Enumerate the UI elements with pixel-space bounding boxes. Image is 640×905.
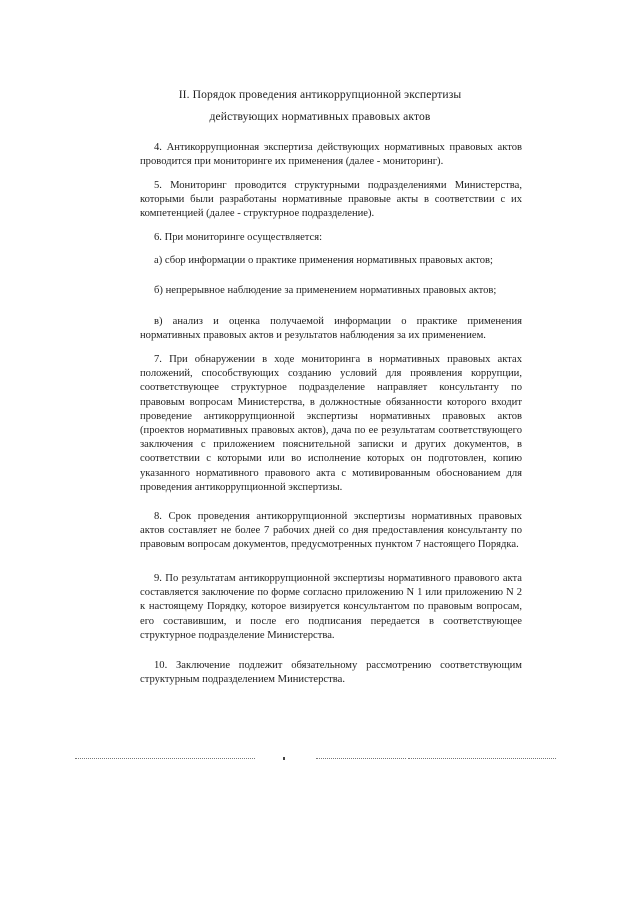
section-subtitle: действующих нормативных правовых актов bbox=[209, 110, 431, 123]
footer-dotted-line-left bbox=[75, 758, 255, 759]
footer-dotted-line-right bbox=[408, 758, 556, 759]
paragraph-7: 7. При обнаружении в ходе мониторинга в нормативных правовых актах положений, способствующих созданию условий для проявления коррупции, соответствующее структурное подразделение направляет консультанту по правовым вопросам Министерства, в должностные обязанности которого входит проведение антикоррупционной экспертизы нормативных правовых актов (проектов нормативных правовых актов), дача по ее результатам соответствующего заключения с приложением пояснительной записки и других документов, в соответствии с которыми или во исполнение которых он подготовлен, копию указанного нормативного правового акта с мотивированным обоснованием для проведения антикоррупционной экспертизы. bbox=[140, 354, 522, 493]
paragraph-10: 10. Заключение подлежит обязательному рассмотрению соответствующим структурным подразделением Министерства. bbox=[140, 660, 522, 686]
footer-dotted-line-middle bbox=[316, 758, 406, 759]
paragraph-6: 6. При мониторинге осуществляется: bbox=[154, 232, 323, 243]
paragraph-9: 9. По результатам антикоррупционной экспертизы нормативного правового акта составляется заключение по форме согласно приложению N 1 или приложению N 2 к настоящему Порядку, которое визируется консультантом по правовым вопросам, его составившим, и после его подписания передается в соответствующее структурное подразделение Министерства. bbox=[140, 573, 522, 641]
section-title: II. Порядок проведения антикоррупционной экспертизы bbox=[178, 88, 462, 101]
paragraph-5: 5. Мониторинг проводится структурными подразделениями Министерства, которыми были разработаны нормативные правовые акты в соответствии с их компетенцией (далее - структурное подразделение). bbox=[140, 180, 522, 220]
paragraph-4: 4. Антикоррупционная экспертиза действующих нормативных правовых актов проводится при мониторинге их применения (далее - мониторинг). bbox=[140, 142, 522, 168]
paragraph-6a: а) сбор информации о практике применения нормативных правовых актов; bbox=[154, 255, 493, 266]
paragraph-8: 8. Срок проведения антикоррупционной экспертизы нормативных правовых актов составляет не более 7 рабочих дней со дня предоставления консультанту по правовым вопросам документов, предусмотренных пунктом 7 настоящего Порядка. bbox=[140, 511, 522, 551]
paragraph-6b: б) непрерывное наблюдение за применением нормативных правовых актов; bbox=[154, 285, 497, 296]
footer-page-mark bbox=[283, 757, 285, 760]
paragraph-6v: в) анализ и оценка получаемой информации о практике применения нормативных правовых актов и результатов наблюдения за их применением. bbox=[140, 316, 522, 342]
